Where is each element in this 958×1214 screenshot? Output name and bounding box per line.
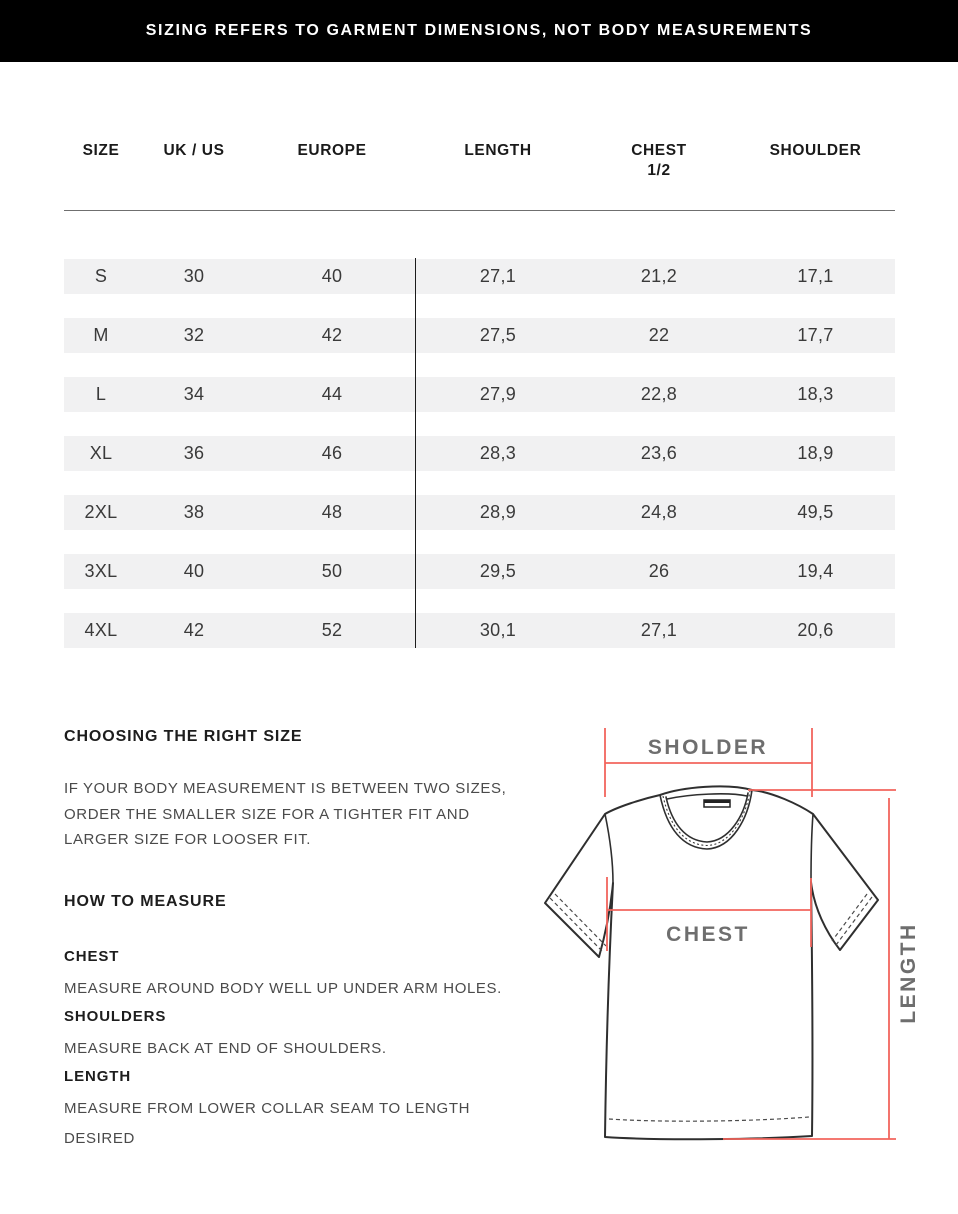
column-header-length: LENGTH bbox=[464, 142, 532, 159]
table-row bbox=[64, 377, 895, 412]
tshirt-outline-icon bbox=[545, 786, 878, 1139]
table-cell: 27,9 bbox=[479, 384, 517, 404]
column-header-uk-us: UK / US bbox=[163, 142, 225, 159]
table-cell: 52 bbox=[321, 620, 343, 640]
table-cell: 18,9 bbox=[797, 443, 834, 463]
table-row bbox=[64, 554, 895, 589]
table-cell: 22,8 bbox=[640, 384, 678, 404]
table-cell: 44 bbox=[321, 384, 343, 404]
paragraph-line: LARGER SIZE FOR LOOSER FIT. bbox=[64, 831, 312, 848]
choosing-size-heading: CHOOSING THE RIGHT SIZE bbox=[64, 728, 303, 745]
measure-term-shoulders: SHOULDERS bbox=[64, 1008, 167, 1025]
table-cell: 40 bbox=[321, 266, 343, 286]
table-cell: 28,3 bbox=[479, 443, 517, 463]
table-cell: XL bbox=[89, 443, 113, 463]
diagram-chest-label: CHEST bbox=[666, 923, 750, 946]
table-cell: 46 bbox=[321, 443, 343, 463]
desc-line: MEASURE AROUND BODY WELL UP UNDER ARM HOLES. bbox=[64, 980, 502, 997]
diagram-length-label: LENGTH bbox=[897, 922, 920, 1024]
table-cell: 28,9 bbox=[479, 502, 517, 522]
table-cell: M bbox=[93, 325, 109, 345]
table-cell: 20,6 bbox=[797, 620, 834, 640]
table-cell: 18,3 bbox=[797, 384, 834, 404]
desc-line: DESIRED bbox=[64, 1130, 135, 1147]
choosing-size-paragraph bbox=[64, 776, 564, 853]
measure-desc-length bbox=[64, 1094, 534, 1154]
measure-desc-shoulders bbox=[64, 1034, 534, 1064]
diagram-shoulder-label: SHOLDER bbox=[647, 736, 769, 759]
table-cell: 49,5 bbox=[797, 502, 834, 522]
sizing-disclaimer-banner bbox=[0, 0, 958, 62]
tshirt-measurement-diagram bbox=[520, 700, 958, 1160]
paragraph-line: ORDER THE SMALLER SIZE FOR A TIGHTER FIT AND bbox=[64, 805, 470, 823]
table-cell: 27,5 bbox=[479, 325, 517, 345]
column-header-size: SIZE bbox=[82, 142, 120, 159]
table-cell: 30,1 bbox=[479, 620, 517, 640]
size-table-header bbox=[64, 141, 895, 181]
table-cell: S bbox=[94, 266, 108, 286]
table-row bbox=[64, 318, 895, 353]
table-cell: 48 bbox=[321, 502, 343, 522]
table-cell: 19,4 bbox=[797, 561, 834, 581]
table-cell: 38 bbox=[183, 502, 205, 522]
table-cell: 42 bbox=[321, 325, 343, 345]
measure-desc-chest bbox=[64, 974, 534, 1004]
size-table-body bbox=[64, 259, 895, 672]
table-cell: 17,1 bbox=[797, 266, 834, 286]
table-cell: 24,8 bbox=[640, 502, 678, 522]
sizing-disclaimer-text: SIZING REFERS TO GARMENT DIMENSIONS, NOT BODY MEASUREMENTS bbox=[145, 22, 813, 39]
table-cell: 40 bbox=[183, 561, 205, 581]
table-cell: 42 bbox=[183, 620, 205, 640]
column-header-shoulder: SHOULDER bbox=[769, 142, 862, 159]
measure-term-length: LENGTH bbox=[64, 1068, 132, 1085]
table-cell: 21,2 bbox=[640, 266, 678, 286]
table-row bbox=[64, 613, 895, 648]
table-cell: 34 bbox=[183, 384, 205, 404]
table-cell: 50 bbox=[321, 561, 343, 581]
table-cell: 27,1 bbox=[640, 620, 678, 640]
table-cell: 29,5 bbox=[479, 561, 517, 581]
table-cell: 4XL bbox=[84, 620, 118, 640]
table-cell: 3XL bbox=[84, 561, 118, 581]
table-row bbox=[64, 259, 895, 294]
table-cell: 26 bbox=[648, 561, 670, 581]
column-header-chest: CHEST 1/2 bbox=[631, 142, 687, 179]
desc-line: MEASURE FROM LOWER COLLAR SEAM TO LENGTH bbox=[64, 1100, 471, 1117]
table-cell: 23,6 bbox=[640, 443, 678, 463]
table-header-rule bbox=[64, 210, 895, 211]
table-cell: 22 bbox=[648, 325, 670, 345]
table-cell: 2XL bbox=[84, 502, 118, 522]
column-header-europe: EUROPE bbox=[297, 142, 367, 159]
table-row bbox=[64, 436, 895, 471]
collar-label-tag-bar bbox=[704, 800, 730, 803]
table-cell: 27,1 bbox=[479, 266, 517, 286]
table-row bbox=[64, 495, 895, 530]
measure-term-chest: CHEST bbox=[64, 948, 120, 965]
table-cell: 17,7 bbox=[797, 325, 834, 345]
table-cell: 32 bbox=[183, 325, 205, 345]
desc-line: MEASURE BACK AT END OF SHOULDERS. bbox=[64, 1040, 387, 1057]
table-cell: L bbox=[95, 384, 107, 404]
table-cell: 30 bbox=[183, 266, 205, 286]
how-to-measure-heading: HOW TO MEASURE bbox=[64, 893, 227, 910]
table-cell: 36 bbox=[183, 443, 205, 463]
paragraph-line: IF YOUR BODY MEASUREMENT IS BETWEEN TWO SIZES, bbox=[64, 780, 507, 797]
table-column-divider bbox=[415, 258, 416, 648]
